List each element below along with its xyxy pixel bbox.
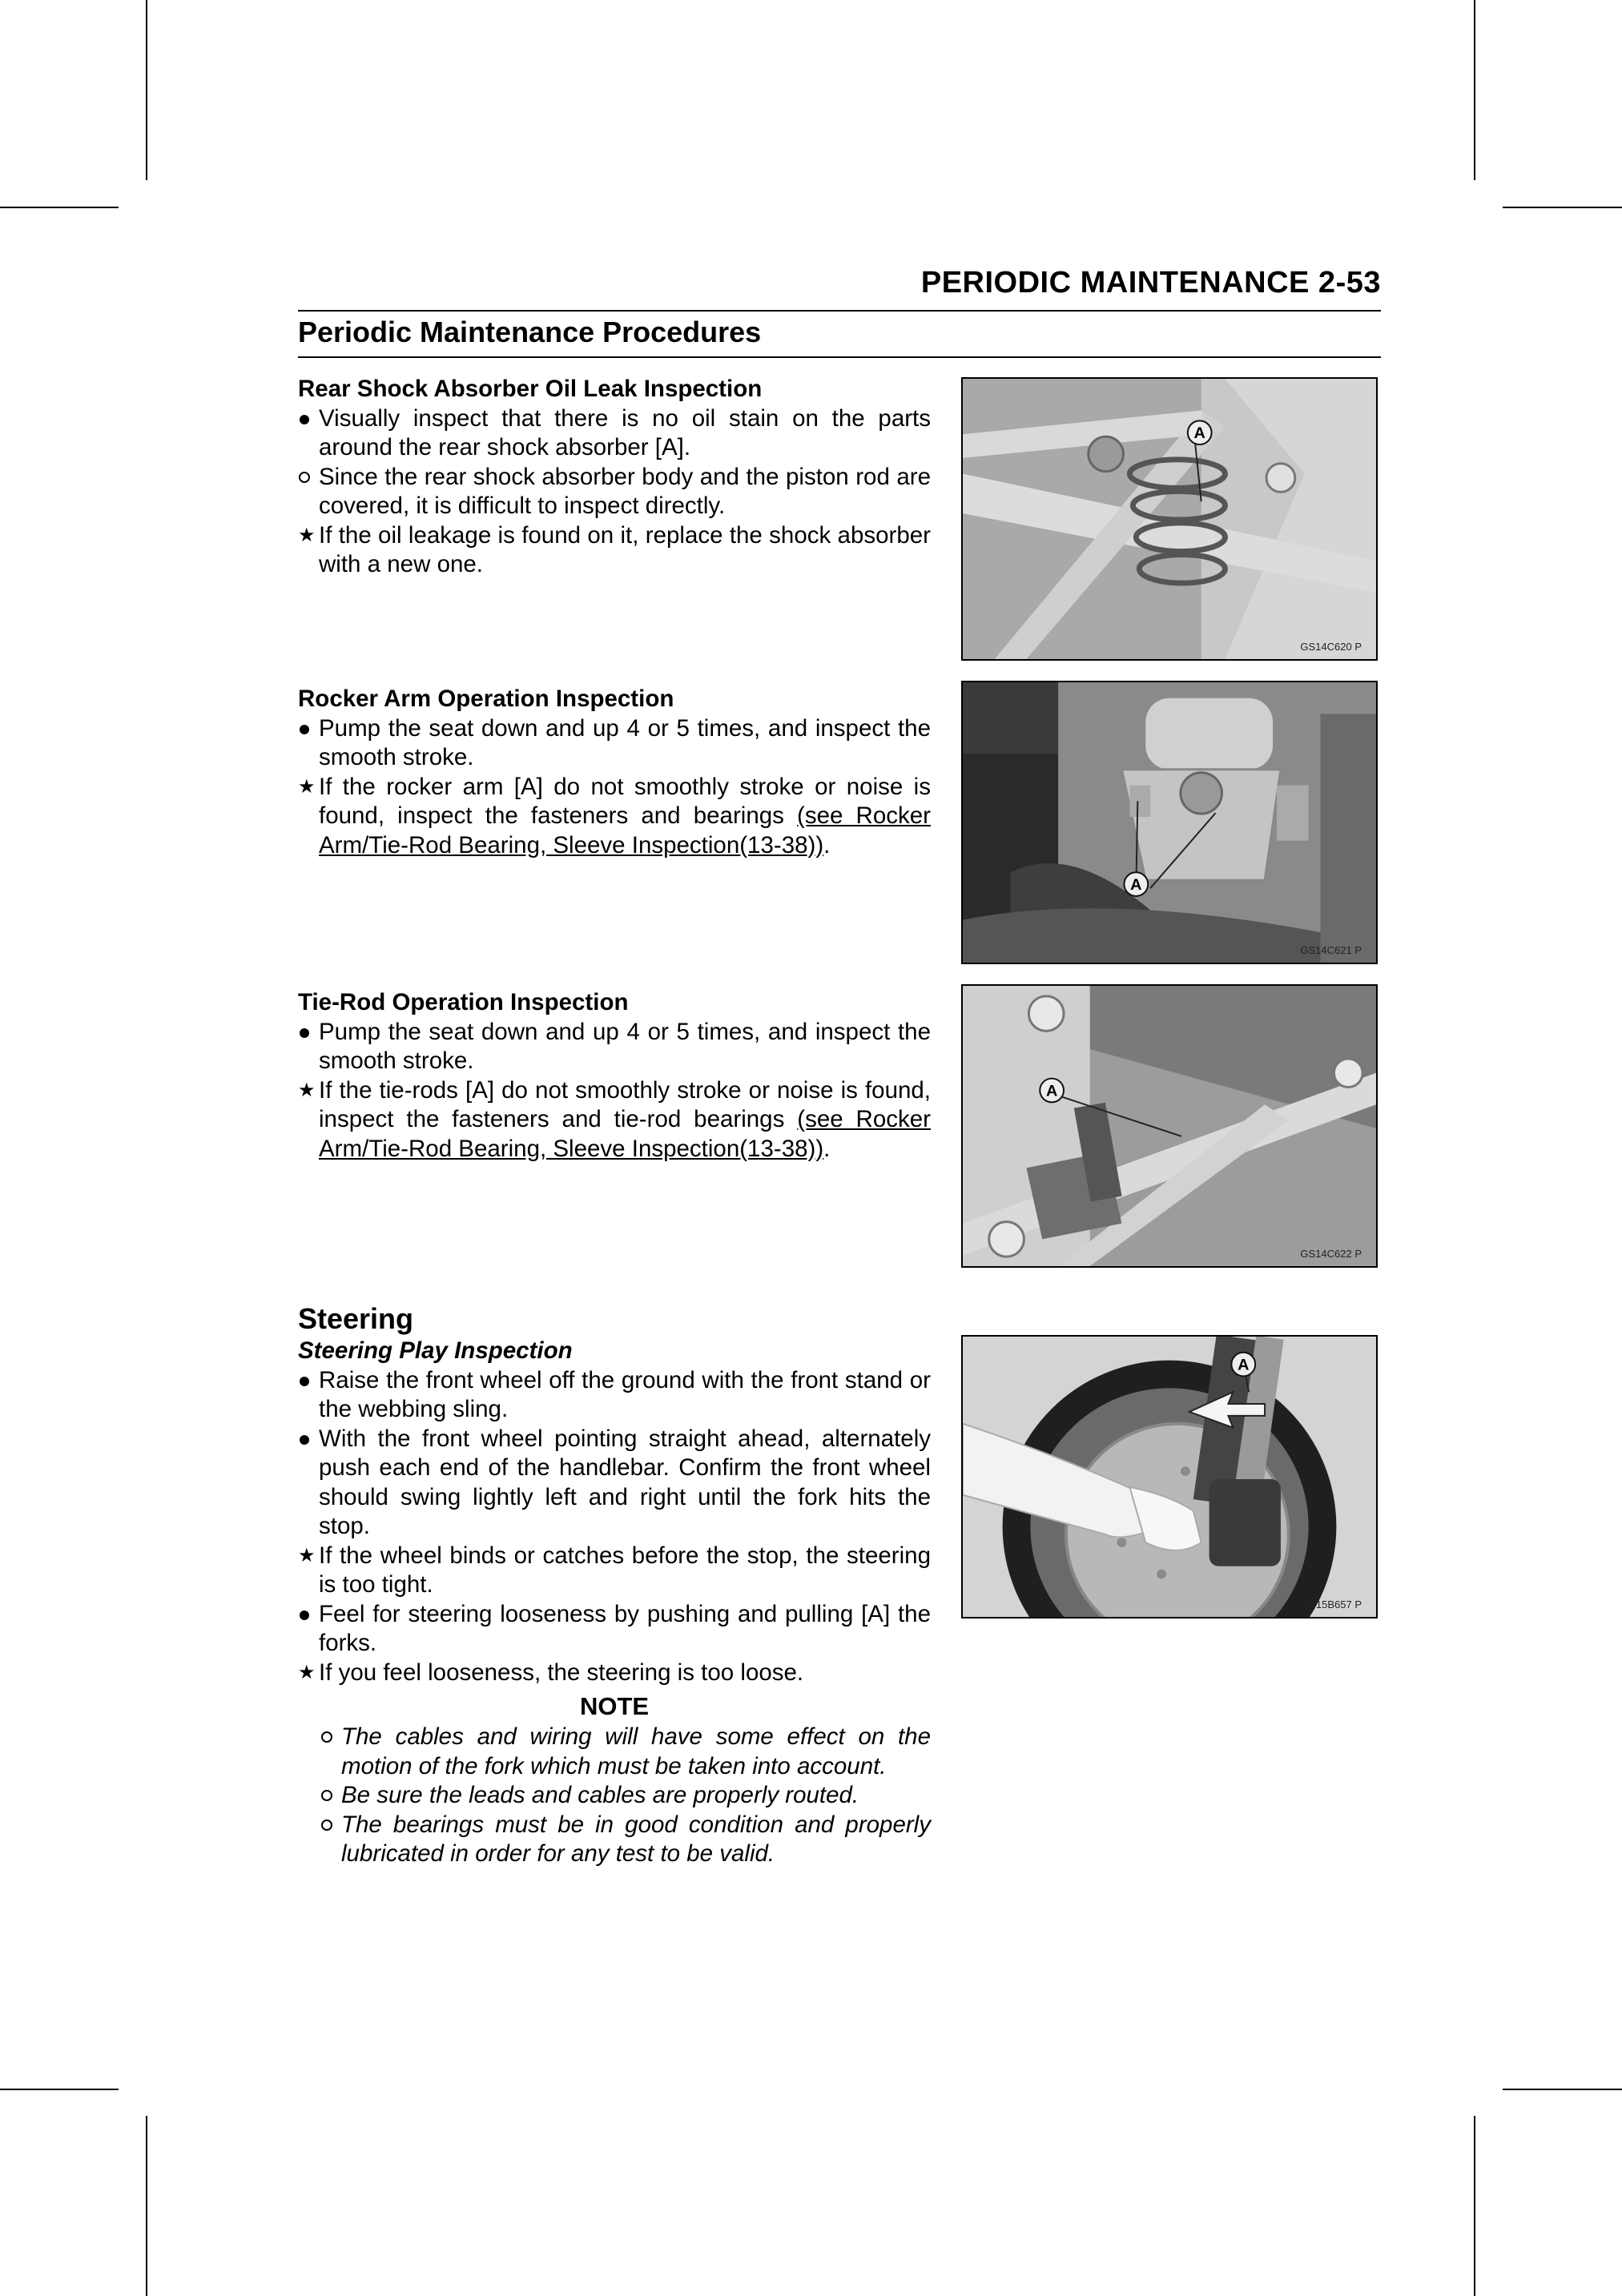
list-item [298, 1659, 931, 1688]
crop-mark [1503, 2089, 1622, 2090]
note-block [298, 1723, 931, 1869]
list-item: ★ If the rocker arm [A] do not smoothly stroke or noise is found, inspect the fasteners and bearings (see Rocker Arm/Tie-Rod Bearing, Sleeve Inspection(13-38)). [298, 773, 931, 858]
list-item [298, 714, 931, 773]
callout-label: A [1130, 876, 1142, 895]
note-text: The bearings must be in good condition and properly lubricated in order for any test to be valid. [341, 1811, 931, 1867]
crop-mark [1474, 0, 1475, 180]
star-icon: ★ [298, 775, 316, 798]
callout-label: A [1238, 1356, 1250, 1374]
item-text: Feel for steering looseness by pushing and pulling [A] the forks. [319, 1600, 931, 1656]
item-text: If you feel looseness, the steering is too loose. [319, 1659, 804, 1686]
star-icon: ★ [298, 1079, 316, 1101]
star-icon: ★ [298, 1544, 316, 1566]
note-text: The cables and wiring will have some effect on the motion of the fork which must be taken into account. [341, 1723, 931, 1779]
list-item: ★ If the tie-rods [A] do not smoothly stroke or noise is found, inspect the fasteners and tie-rod bearings (see Rocker Arm/Tie-Rod Bearing, Sleeve Inspection(13-38)). [298, 1076, 931, 1162]
item-text: If the tie-rods [A] do not smoothly stroke or noise is found, inspect the fasteners and tie-rod bearings [319, 1076, 931, 1132]
star-icon: ★ [298, 1661, 316, 1683]
item-text: Visually inspect that there is no oil stain on the parts around the rear shock absorber [A]. [319, 404, 931, 460]
crop-mark [146, 2116, 147, 2296]
item-text: Pump the seat down and up 4 or 5 times, and inspect the smooth stroke. [319, 1018, 931, 1074]
tie-rod-photo [961, 984, 1378, 1268]
callout-label: A [1193, 424, 1205, 443]
crop-mark [1474, 2116, 1475, 2296]
rear-shock-photo [961, 377, 1378, 661]
item-text: If the wheel binds or catches before the stop, the steering is too tight. [319, 1542, 931, 1598]
item-text: Pump the seat down and up 4 or 5 times, and inspect the smooth stroke. [319, 714, 931, 770]
tie-rod-section [298, 988, 931, 1164]
list-item [298, 404, 931, 463]
list-item [298, 1366, 931, 1425]
item-text: If the oil leakage is found on it, replace the shock absorber with a new one. [319, 521, 931, 577]
list-item [298, 521, 931, 580]
list-item [298, 1600, 931, 1659]
list-item [298, 1425, 931, 1542]
rocker-arm-heading: Rocker Arm Operation Inspection [298, 686, 674, 712]
crop-mark [1503, 207, 1622, 208]
photo-code: GS14C620 P [1300, 641, 1362, 653]
section-title: Periodic Maintenance Procedures [298, 316, 762, 348]
star-icon: ★ [298, 524, 316, 546]
section-rule [298, 356, 1381, 358]
callout-label: A [1045, 1082, 1058, 1100]
running-title: PERIODIC MAINTENANCE 2-53 [920, 266, 1381, 300]
steering-subheading: Steering Play Inspection [298, 1337, 573, 1364]
photo-code: GS14C622 P [1300, 1248, 1362, 1260]
photo-code: GS14C621 P [1300, 944, 1362, 956]
list-item [298, 1542, 931, 1600]
photo-code: GS15B657 P [1301, 1598, 1362, 1610]
tie-rod-heading: Tie-Rod Operation Inspection [298, 989, 629, 1015]
rocker-arm-photo [961, 681, 1378, 964]
steering-heading: Steering [298, 1302, 414, 1335]
rear-shock-heading: Rear Shock Absorber Oil Leak Inspection [298, 376, 763, 402]
note-item [320, 1811, 931, 1869]
rocker-arm-section [298, 685, 931, 860]
crop-mark [0, 2089, 119, 2090]
note-item [320, 1723, 931, 1781]
item-text: Since the rear shock absorber body and the piston rod are covered, it is difficult to inspect directly. [319, 463, 931, 519]
cross-reference-link[interactable]: (see Rocker Arm/Tie-Rod Bearing, Sleeve Inspection(13-38)) [319, 1106, 931, 1162]
note-text: Be sure the leads and cables are properly routed. [341, 1782, 859, 1808]
steering-photo [961, 1335, 1378, 1618]
item-text: Raise the front wheel off the ground with the front stand or the webbing sling. [319, 1366, 931, 1422]
crop-mark [0, 207, 119, 208]
list-item [298, 1018, 931, 1076]
cross-reference-link[interactable]: (see Rocker Arm/Tie-Rod Bearing, Sleeve Inspection(13-38)) [319, 802, 931, 858]
item-text: If the rocker arm [A] do not smoothly stroke or noise is found, inspect the fasteners and bearings [319, 773, 931, 829]
crop-mark [146, 0, 147, 180]
steering-section [298, 1301, 931, 1869]
rear-shock-section [298, 375, 931, 580]
item-text: With the front wheel pointing straight ahead, alternately push each end of the handlebar. Confirm the front wheel should swing lightly left and right until the fork hits the stop. [319, 1425, 931, 1539]
header-rule [298, 310, 1381, 312]
note-title: NOTE [579, 1692, 650, 1720]
list-item [298, 463, 931, 521]
note-item [320, 1781, 931, 1811]
